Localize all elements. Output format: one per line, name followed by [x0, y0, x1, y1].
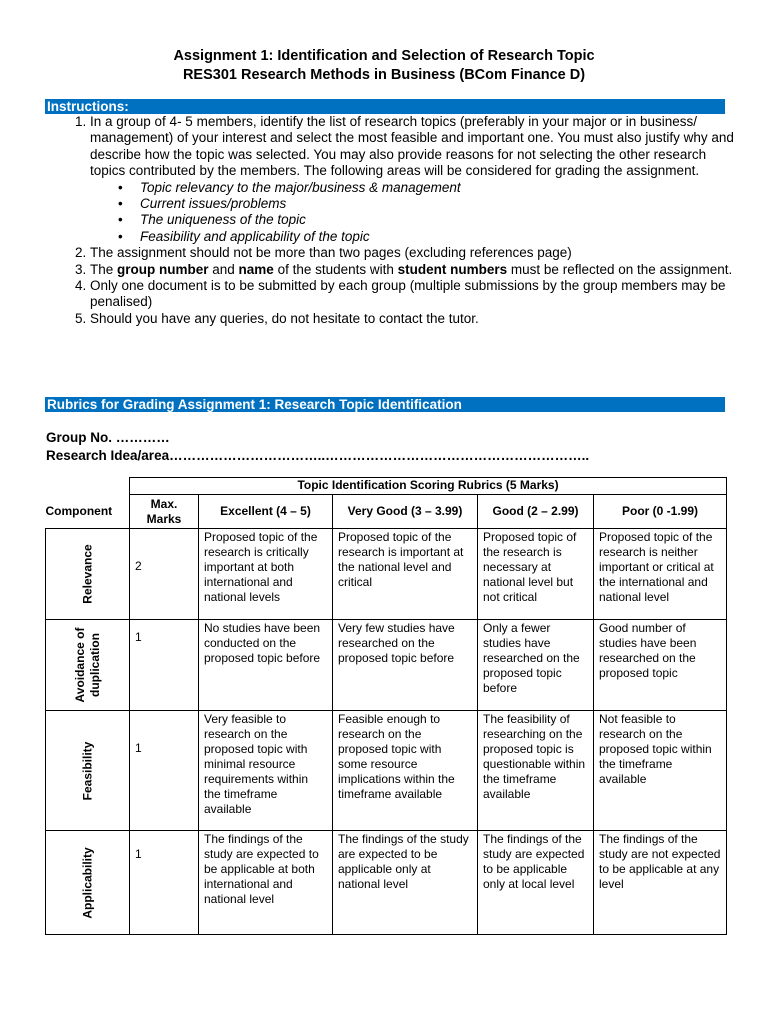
- header-very-good: Very Good (3 – 3.99): [333, 495, 478, 529]
- group-no-line: Group No. …………: [46, 430, 170, 445]
- excellent-cell: Very feasible to research on the proposed topic with minimal resource requirements within the timeframe available: [199, 711, 333, 831]
- poor-cell: The findings of the study are not expected to be applicable at any level: [594, 831, 727, 935]
- poor-cell: Good number of studies have been researched on the proposed topic: [594, 620, 727, 711]
- instruction-3-text: The: [90, 261, 118, 277]
- criteria-item: • Feasibility and applicability of the topic: [140, 229, 735, 245]
- component-line: duplication: [87, 633, 102, 697]
- component-cell: [46, 620, 130, 711]
- poor-cell: Proposed topic of the research is neither important or critical at the international and national level: [594, 529, 727, 620]
- poor-cell: Not feasible to research on the proposed topic within the timeframe available: [594, 711, 727, 831]
- course-subtitle: RES301 Research Methods in Business (BCom Finance D): [182, 67, 586, 83]
- instruction-3-bold: name: [238, 261, 274, 277]
- marks-cell: 1: [130, 711, 199, 831]
- instruction-1-text: In a group of 4- 5 members, identify the list of research topics (preferably in your major or in business/ management) of your interest and select the most feasible and important one. You must also justify why and describe how the topic was selected. You may also provide reasons for not selecting the other research topics contributed by the members. The following areas will be considered for grading the assignment.: [90, 114, 734, 179]
- criteria-item: • Current issues/problems: [140, 196, 735, 212]
- very-good-cell: Feasible enough to research on the proposed topic with some resource implications within the timeframe available: [333, 711, 478, 831]
- rubrics-heading: Rubrics for Grading Assignment 1: Research Topic Identification: [45, 397, 725, 412]
- instructions-heading: Instructions:: [45, 99, 725, 114]
- table-row: [46, 711, 727, 831]
- table-title: Topic Identification Scoring Rubrics (5 Marks): [130, 478, 727, 495]
- good-cell: Proposed topic of the research is necessary at national level but not critical: [478, 529, 594, 620]
- table-row: [46, 831, 727, 935]
- good-cell: The feasibility of researching on the proposed topic is questionable within the timeframe available: [478, 711, 594, 831]
- good-cell: The findings of the study are expected to be applicable only at local level: [478, 831, 594, 935]
- criteria-item: • The uniqueness of the topic: [140, 212, 735, 228]
- instructions-list: [45, 114, 735, 327]
- instruction-item-2: 2. The assignment should not be more than two pages (excluding references page): [90, 245, 735, 261]
- very-good-cell: The findings of the study are expected to be applicable only at national level: [333, 831, 478, 935]
- assignment-title: Assignment 1: Identification and Selection of Research Topic: [173, 48, 595, 64]
- very-good-cell: Proposed topic of the research is important at the national level and critical: [333, 529, 478, 620]
- component-feasibility: Feasibility: [80, 741, 94, 800]
- instruction-item-1: [90, 114, 735, 245]
- instruction-3-bold: student numbers: [397, 261, 508, 277]
- component-cell: [46, 529, 130, 620]
- instruction-item-3: [90, 262, 735, 278]
- criteria-item: • Topic relevancy to the major/business & management: [140, 180, 735, 196]
- instruction-item-4: 4. Only one document is to be submitted by each group (multiple submissions by the group members may be penalised): [90, 278, 735, 311]
- marks-cell: 2: [130, 529, 199, 620]
- instruction-3-bold: group number: [117, 261, 209, 277]
- component-line: Avoidance of: [72, 627, 87, 703]
- table-corner: [46, 478, 130, 495]
- excellent-cell: Proposed topic of the research is critically important at both international and national levels: [199, 529, 333, 620]
- instruction-3-text: must be reflected on the assignment.: [507, 261, 733, 277]
- instruction-item-5: 5. Should you have any queries, do not hesitate to contact the tutor.: [90, 311, 735, 327]
- research-idea-line: Research Idea/area……………………………..…………………………………………………..: [46, 448, 590, 463]
- component-cell: [46, 831, 130, 935]
- excellent-cell: The findings of the study are expected to be applicable at both international and national level: [199, 831, 333, 935]
- header-good: Good (2 – 2.99): [478, 495, 594, 529]
- header-poor: Poor (0 -1.99): [594, 495, 727, 529]
- instruction-3-text: and: [208, 261, 239, 277]
- good-cell: Only a fewer studies have researched on the proposed topic before: [478, 620, 594, 711]
- marks-cell: 1: [130, 831, 199, 935]
- grading-criteria-list: [90, 180, 735, 246]
- marks-cell: 1: [130, 620, 199, 711]
- header-component: Component: [46, 495, 130, 529]
- header-max-marks: Max. Marks: [130, 495, 199, 529]
- very-good-cell: Very few studies have researched on the proposed topic before: [333, 620, 478, 711]
- component-applicability: Applicability: [80, 846, 94, 919]
- table-row: [46, 529, 727, 620]
- component-avoidance: [73, 628, 103, 703]
- component-cell: [46, 711, 130, 831]
- instruction-3-text: of the students with: [273, 261, 398, 277]
- header-excellent: Excellent (4 – 5): [199, 495, 333, 529]
- component-relevance: Relevance: [80, 544, 94, 604]
- table-row: [46, 620, 727, 711]
- excellent-cell: No studies have been conducted on the proposed topic before: [199, 620, 333, 711]
- scoring-rubric-table: [45, 477, 727, 935]
